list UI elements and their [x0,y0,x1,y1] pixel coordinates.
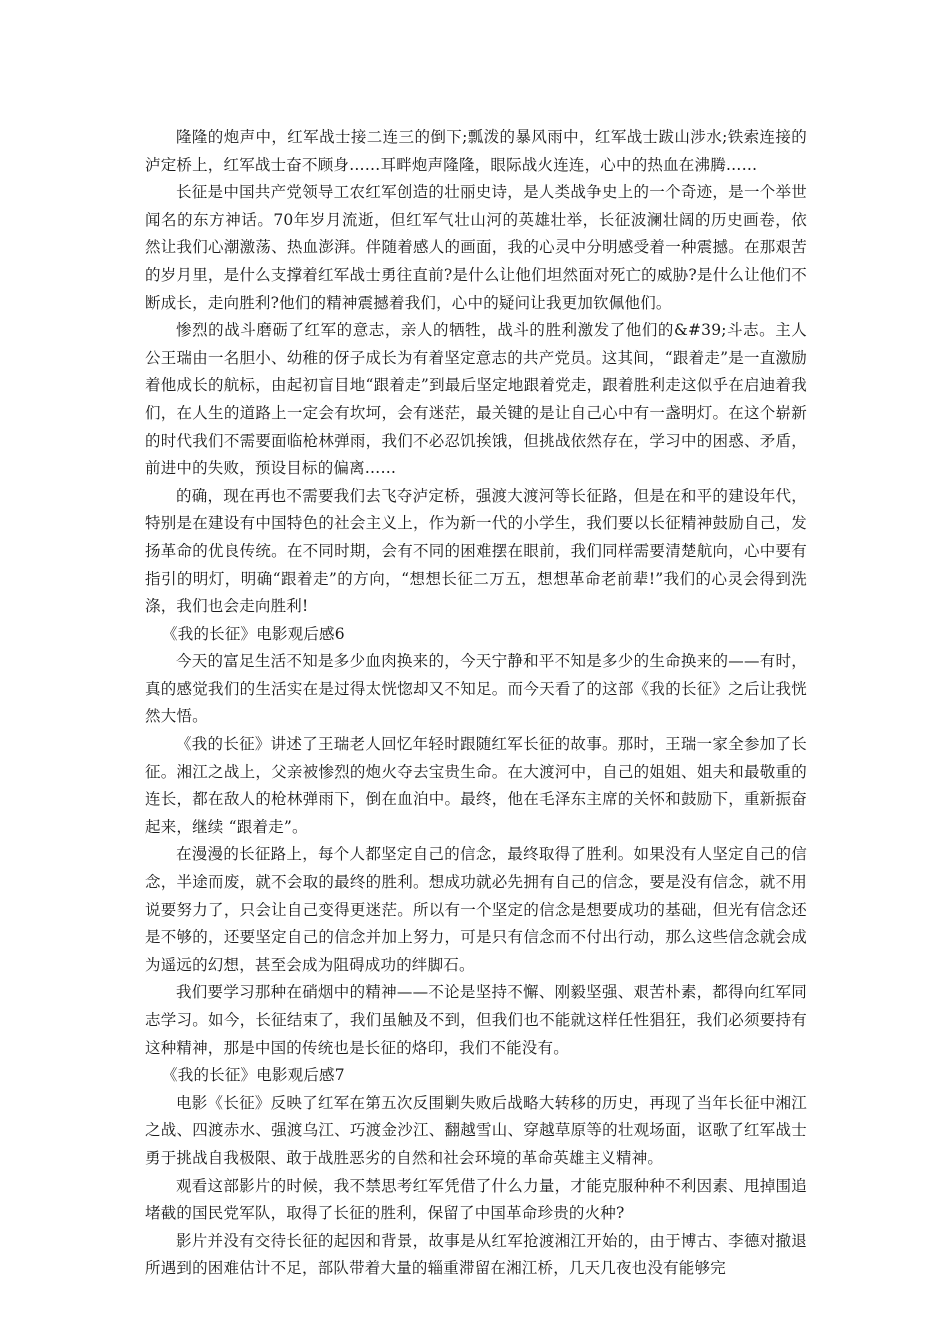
paragraph: 隆隆的炮声中，红军战士接二连三的倒下;瓢泼的暴风雨中，红军战士跋山涉水;铁索连接的泸定桥上，红军战士奋不顾身……耳畔炮声隆隆，眼际战火连连，心中的热血在沸腾…… [145,128,807,174]
paragraph: 我们要学习那种在硝烟中的精神——不论是坚持不懈、刚毅坚强、艰苦朴素，都得向红军同志学习。如今，长征结束了，我们虽触及不到，但我们也不能就这样任性猖狂，我们必须要持有这种精神，那是中国的传统也是长征的烙印，我们不能没有。 [145,983,807,1057]
paragraph: 长征是中国共产党领导工农红军创造的壮丽史诗，是人类战争史上的一个奇迹，是一个举世闻名的东方神话。70年岁月流逝，但红军气壮山河的英雄壮举，长征波澜壮阔的历史画卷，依然让我们心潮激荡、热血澎湃。伴随着感人的画面，我的心灵中分明感受着一种震撼。在那艰苦的岁月里，是什么支撑着红军战士勇往直前?是什么让他们坦然面对死亡的威胁?是什么让他们不断成长，走向胜利?他们的精神震撼着我们，心中的疑问让我更加钦佩他们。 [145,183,807,312]
paragraph: 的确，现在再也不需要我们去飞夺泸定桥，强渡大渡河等长征路，但是在和平的建设年代，特别是在建设有中国特色的社会主义上，作为新一代的小学生，我们要以长征精神鼓励自己，发扬革命的优良传统。在不同时期，会有不同的困难摆在眼前，我们同样需要清楚航向，心中要有指引的明灯，明确“跟着走”的方向，“想想长征二万五，想想革命老前辈!”我们的心灵会得到洗涤，我们也会走向胜利! [145,486,807,616]
document-body [145,124,807,1283]
paragraph: 在漫漫的长征路上，每个人都坚定自己的信念，最终取得了胜利。如果没有人坚定自己的信念，半途而废，就不会取的最终的胜利。想成功就必先拥有自己的信念，要是没有信念，就不用说要努力了，只会让自己变得更迷茫。所以有一个坚定的信念是想要成功的基础，但光有信念还是不够的，还要坚定自己的信念并加上努力，可是只有信念而不付出行动，那么这些信念就会成为遥远的幻想，甚至会成为阻碍成功的绊脚石。 [145,845,807,974]
paragraph: 影片并没有交待长征的起因和背景，故事是从红军抢渡湘江开始的，由于博古、李德对撤退所遇到的困难估计不足，部队带着大量的辎重滞留在湘江桥，几天几夜也没有能够完 [145,1231,807,1278]
section-heading: 《我的长征》电影观后感6 [162,624,345,643]
paragraph: 今天的富足生活不知是多少血肉换来的，今天宁静和平不知是多少的生命换来的——有时，真的感觉我们的生活实在是过得太恍惚却又不知足。而今天看了的这部《我的长征》之后让我恍然大悟。 [145,652,807,726]
paragraph: 《我的长征》讲述了王瑞老人回忆年轻时跟随红军长征的故事。那时，王瑞一家全参加了长征。湘江之战上，父亲被惨烈的炮火夺去宝贵生命。在大渡河中，自己的姐姐、姐夫和最敬重的连长，都在敌人的枪林弹雨下，倒在血泊中。最终，他在毛泽东主席的关怀和鼓励下，重新振奋起来，继续 “跟着走”。 [145,735,807,836]
paragraph: 惨烈的战斗磨砺了红军的意志，亲人的牺牲，战斗的胜利激发了他们的&#39;斗志。主人公王瑞由一名胆小、幼稚的伢子成长为有着坚定意志的共产党员。这其间，“跟着走”是一直激励着他成长的航标，由起初盲目地“跟着走”到最后坚定地跟着党走，跟着胜利走这似乎在启迪着我们，在人生的道路上一定会有坎坷，会有迷茫，最关键的是让自己心中有一盏明灯。在这个崭新的时代我们不需要面临枪林弹雨，我们不必忍饥挨饿，但挑战依然存在，学习中的困惑、矛盾，前进中的失败，预设目标的偏离…… [145,321,807,478]
section-heading: 《我的长征》电影观后感7 [162,1066,345,1085]
paragraph: 观看这部影片的时候，我不禁思考红军凭借了什么力量，才能克服种种不利因素、甩掉围追堵截的国民党军队，取得了长征的胜利，保留了中国革命珍贵的火种? [145,1176,807,1223]
paragraph: 电影《长征》反映了红军在第五次反围剿失败后战略大转移的历史，再现了当年长征中湘江之战、四渡赤水、强渡乌江、巧渡金沙江、翻越雪山、穿越草原等的壮观场面，讴歌了红军战士勇于挑战自我极限、敢于战胜恶劣的自然和社会环境的革命英雄主义精神。 [145,1093,807,1167]
